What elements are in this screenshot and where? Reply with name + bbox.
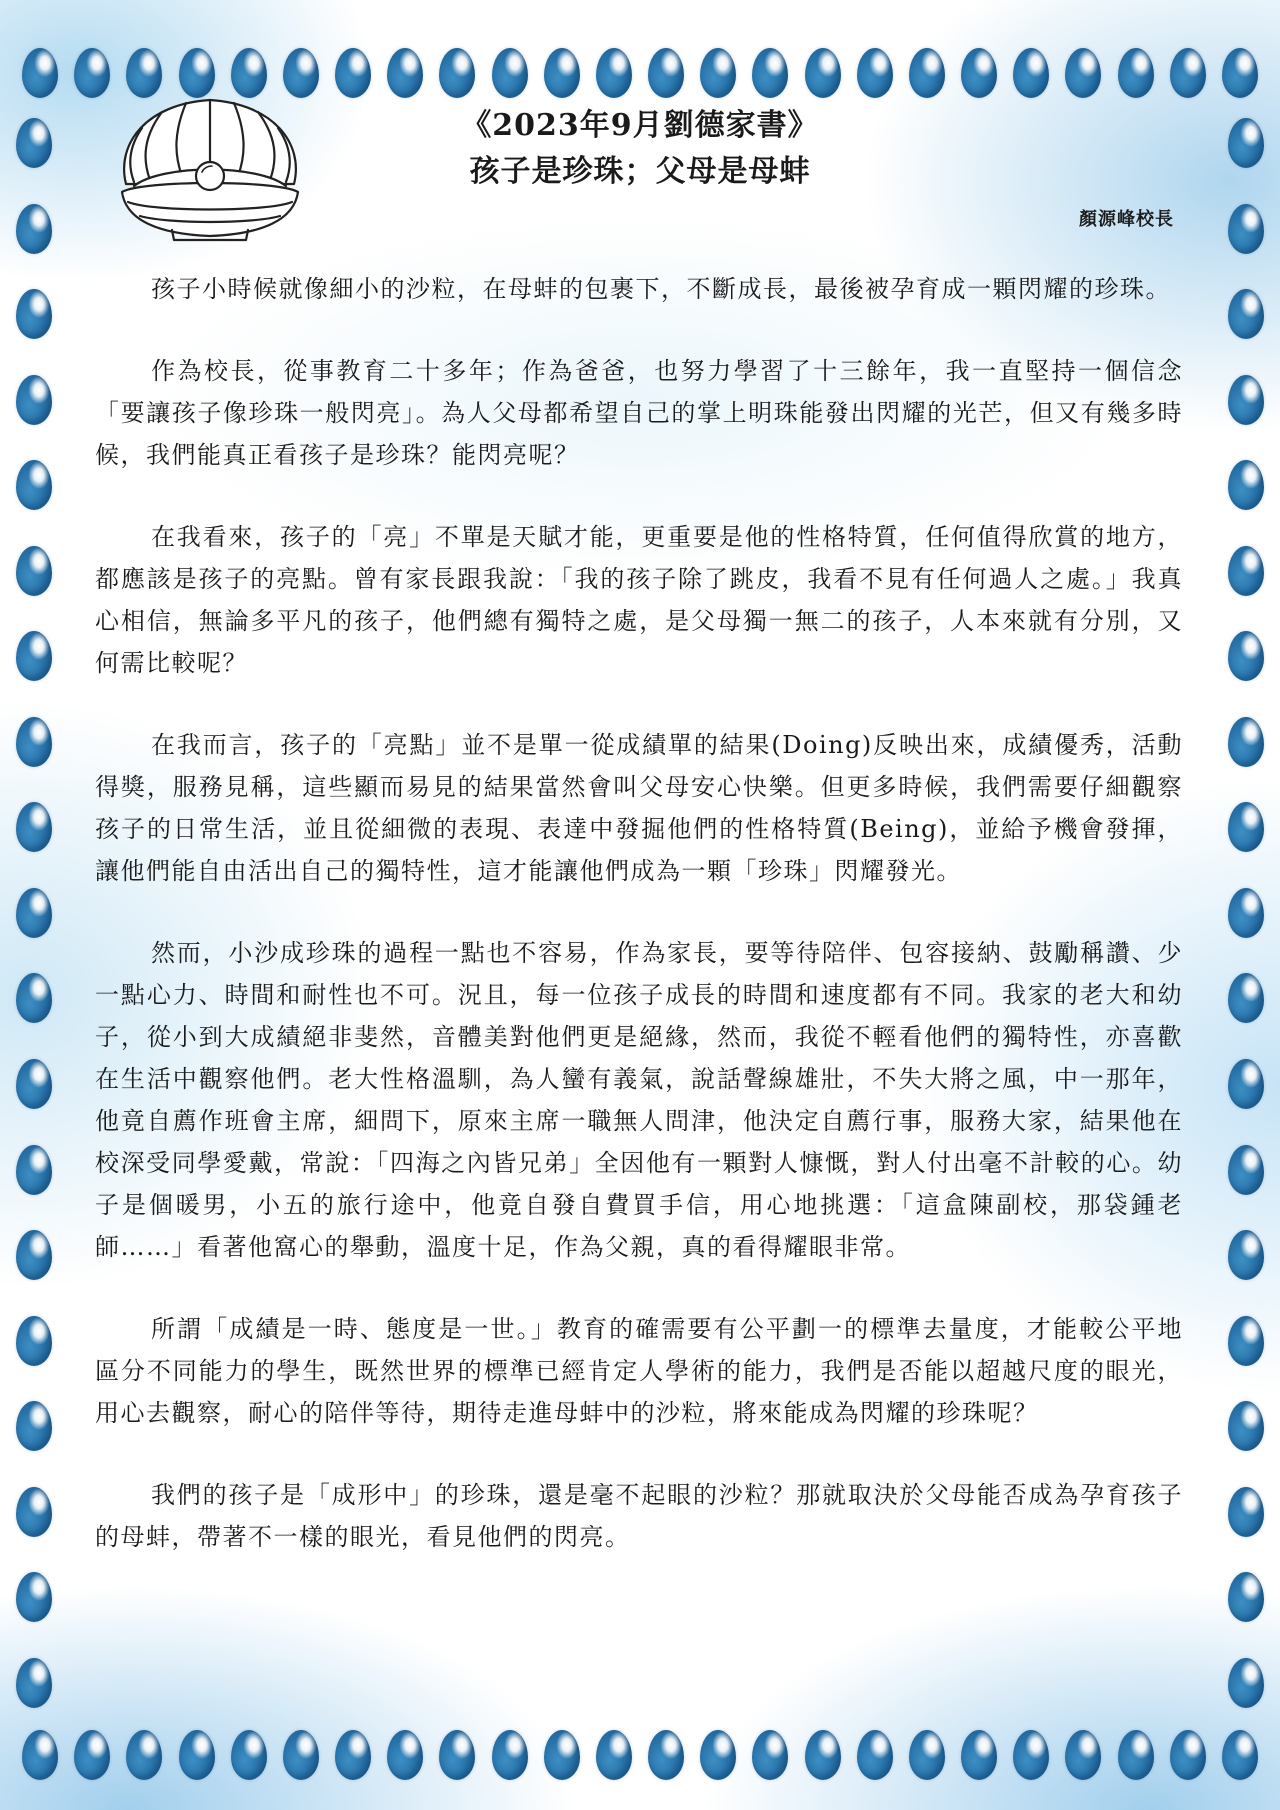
pearl-icon	[74, 48, 110, 98]
pearl-icon	[387, 48, 423, 98]
pearl-border-right	[1228, 118, 1264, 1708]
pearl-icon	[1228, 1572, 1264, 1622]
paragraph: 孩子小時候就像細小的沙粒，在母蚌的包裹下，不斷成長，最後被孕育成一顆閃耀的珍珠。	[151, 275, 1171, 303]
pearl-icon	[1228, 375, 1264, 425]
pearl-icon	[16, 289, 52, 339]
pearl-icon	[16, 717, 52, 767]
pearl-icon	[1228, 1316, 1264, 1366]
letter-subtitle: 孩子是珍珠；父母是母蚌	[469, 154, 811, 189]
pearl-icon	[1228, 1059, 1264, 1109]
pearl-icon	[1228, 802, 1264, 852]
pearl-icon	[492, 48, 528, 98]
pearl-icon	[1170, 1730, 1206, 1780]
pearl-icon	[16, 973, 52, 1023]
letter-header	[0, 103, 1280, 195]
pearl-icon	[1228, 1658, 1264, 1708]
pearl-icon	[1222, 1730, 1258, 1780]
pearl-icon	[179, 1730, 215, 1780]
pearl-icon	[1228, 1401, 1264, 1451]
pearl-icon	[16, 1487, 52, 1537]
pearl-border-left	[16, 118, 52, 1708]
pearl-icon	[439, 48, 475, 98]
pearl-icon	[335, 1730, 371, 1780]
pearl-icon	[16, 1230, 52, 1280]
pearl-icon	[16, 1572, 52, 1622]
pearl-icon	[1013, 1730, 1049, 1780]
pearl-icon	[439, 1730, 475, 1780]
pearl-icon	[16, 631, 52, 681]
pearl-icon	[126, 1730, 162, 1780]
pearl-icon	[16, 1658, 52, 1708]
pearl-icon	[961, 48, 997, 98]
pearl-icon	[16, 1059, 52, 1109]
pearl-icon	[16, 375, 52, 425]
pearl-icon	[16, 1145, 52, 1195]
pearl-icon	[805, 1730, 841, 1780]
author-signature: 顏源峰校長	[1079, 209, 1174, 230]
pearl-icon	[1228, 1230, 1264, 1280]
pearl-icon	[335, 48, 371, 98]
pearl-icon	[700, 48, 736, 98]
pearl-icon	[544, 1730, 580, 1780]
pearl-icon	[961, 1730, 997, 1780]
pearl-icon	[648, 1730, 684, 1780]
pearl-icon	[231, 1730, 267, 1780]
pearl-icon	[1065, 1730, 1101, 1780]
pearl-icon	[1228, 717, 1264, 767]
pearl-icon	[22, 1730, 58, 1780]
pearl-icon	[231, 48, 267, 98]
pearl-icon	[1118, 48, 1154, 98]
paragraph: 在我而言，孩子的「亮點」並不是單一從成績單的結果(Doing)反映出來，成績優秀，活動得獎，服務見稱，這些顯而易見的結果當然會叫父母安心快樂。但更多時候，我們需要仔細觀察孩子的日常生活，並且從細微的表現、表達中發掘他們的性格特質(Being)，並給予機會發揮，讓他們能自由活出自己的獨特性，這才能讓他們成為一顆「珍珠」閃耀發光。	[95, 731, 1183, 885]
pearl-icon	[16, 1316, 52, 1366]
pearl-icon	[1013, 48, 1049, 98]
pearl-icon	[805, 48, 841, 98]
pearl-icon	[1228, 1487, 1264, 1537]
pearl-icon	[1228, 460, 1264, 510]
pearl-icon	[596, 1730, 632, 1780]
pearl-icon	[1228, 289, 1264, 339]
pearl-icon	[1228, 1145, 1264, 1195]
pearl-icon	[648, 48, 684, 98]
pearl-icon	[16, 1401, 52, 1451]
letter-title: 《2023年9月劉德家書》	[461, 108, 819, 143]
pearl-icon	[700, 1730, 736, 1780]
pearl-icon	[283, 48, 319, 98]
pearl-icon	[909, 48, 945, 98]
pearl-icon	[1222, 48, 1258, 98]
pearl-icon	[752, 1730, 788, 1780]
paragraph: 在我看來，孩子的「亮」不單是天賦才能，更重要是他的性格特質，任何值得欣賞的地方，都應該是孩子的亮點。曾有家長跟我說：「我的孩子除了跳皮，我看不見有任何過人之處。」我真心相信，無論多平凡的孩子，他們總有獨特之處，是父母獨一無二的孩子，人本來就有分別，又何需比較呢？	[95, 523, 1183, 677]
pearl-icon	[16, 888, 52, 938]
pearl-icon	[857, 1730, 893, 1780]
pearl-icon	[1065, 48, 1101, 98]
pearl-icon	[74, 1730, 110, 1780]
pearl-icon	[1228, 546, 1264, 596]
pearl-icon	[1228, 973, 1264, 1023]
pearl-icon	[492, 1730, 528, 1780]
pearl-icon	[1170, 48, 1206, 98]
pearl-icon	[16, 802, 52, 852]
pearl-icon	[596, 48, 632, 98]
pearl-icon	[544, 48, 580, 98]
pearl-icon	[1228, 888, 1264, 938]
pearl-icon	[179, 48, 215, 98]
pearl-icon	[126, 48, 162, 98]
paragraph: 所謂「成績是一時、態度是一世。」教育的確需要有公平劃一的標準去量度，才能較公平地區分不同能力的學生，既然世界的標準已經肯定人學術的能力，我們是否能以超越尺度的眼光，用心去觀察，耐心的陪伴等待，期待走進母蚌中的沙粒，將來能成為閃耀的珍珠呢？	[95, 1315, 1183, 1427]
letter-body	[95, 268, 1183, 1598]
pearl-icon	[16, 546, 52, 596]
pearl-icon	[16, 204, 52, 254]
pearl-icon	[1118, 1730, 1154, 1780]
pearl-icon	[22, 48, 58, 98]
pearl-border-top	[22, 48, 1258, 98]
pearl-icon	[909, 1730, 945, 1780]
pearl-icon	[752, 48, 788, 98]
pearl-icon	[857, 48, 893, 98]
pearl-icon	[1228, 204, 1264, 254]
pearl-icon	[16, 460, 52, 510]
paragraph: 我們的孩子是「成形中」的珍珠，還是毫不起眼的沙粒？那就取決於父母能否成為孕育孩子的母蚌，帶著不一樣的眼光，看見他們的閃亮。	[95, 1481, 1183, 1551]
paragraph: 然而，小沙成珍珠的過程一點也不容易，作為家長，要等待陪伴、包容接納、鼓勵稱讚、少一點心力、時間和耐性也不可。況且，每一位孩子成長的時間和速度都有不同。我家的老大和幼子，從小到大成績絕非斐然，音體美對他們更是絕緣，然而，我從不輕看他們的獨特性，亦喜歡在生活中觀察他們。老大性格溫馴，為人蠻有義氣，說話聲線雄壯，不失大將之風，中一那年，他竟自薦作班會主席，細問下，原來主席一職無人問津，他決定自薦行事，服務大家，結果他在校深受同學愛戴，常說：「四海之內皆兄弟」全因他有一顆對人慷慨，對人付出毫不計較的心。幼子是個暖男，小五的旅行途中，他竟自發自費買手信，用心地挑選：「這盒陳副校，那袋鍾老師……」看著他窩心的舉動，溫度十足，作為父親，真的看得耀眼非常。	[95, 939, 1183, 1261]
pearl-border-bottom	[22, 1730, 1258, 1780]
pearl-icon	[283, 1730, 319, 1780]
pearl-icon	[387, 1730, 423, 1780]
paragraph: 作為校長，從事教育二十多年；作為爸爸，也努力學習了十三餘年，我一直堅持一個信念「要讓孩子像珍珠一般閃亮」。為人父母都希望自己的掌上明珠能發出閃耀的光芒，但又有幾多時候，我們能真正看孩子是珍珠？能閃亮呢？	[95, 357, 1183, 469]
pearl-icon	[1228, 631, 1264, 681]
